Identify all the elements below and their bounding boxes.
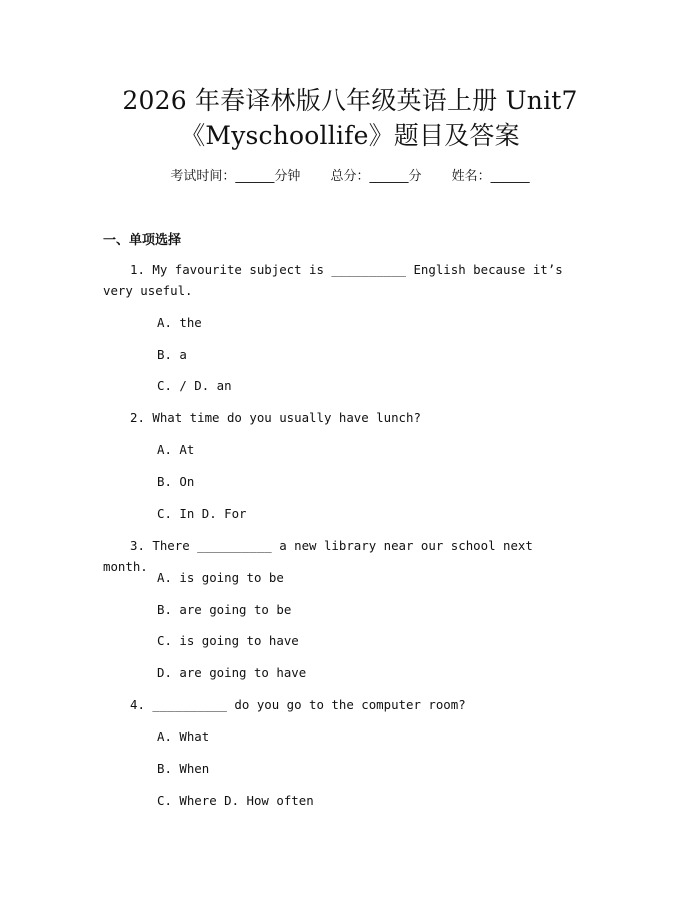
question-1-option-b: B. a (157, 347, 187, 362)
section-heading: 一、单项选择 (103, 233, 182, 248)
question-2-option-a: A. At (157, 442, 195, 457)
question-3-option-a: A. is going to be (157, 570, 284, 585)
question-1-option-a: A. the (157, 315, 202, 330)
question-2-option-b: B. On (157, 474, 195, 489)
page-title-line-2: 《Myschoollife》题目及答案 (180, 121, 520, 150)
question-4: 4. __________ do you go to the computer room? (130, 697, 466, 712)
page-title-line-1: 2026 年春译林版八年级英语上册 Unit7 (122, 86, 578, 115)
question-3-option-b: B. are going to be (157, 602, 292, 617)
question-4-option-c: C. Where D. How often (157, 793, 314, 808)
student-name-field: 姓名：______ (451, 169, 530, 184)
question-3-option-c: C. is going to have (157, 633, 299, 648)
question-2-option-c: C. In D. For (157, 506, 247, 521)
question-4-option-b: B. When (157, 761, 210, 776)
exam-meta (0, 168, 700, 186)
question-2: 2. What time do you usually have lunch? (130, 410, 421, 425)
question-1-option-c: C. / D. an (157, 378, 232, 393)
question-4-option-a: A. What (157, 729, 210, 744)
question-3-option-d: D. are going to have (157, 665, 307, 680)
question-1: 1. My favourite subject is __________ English because it’s very useful. (103, 262, 563, 298)
question-3: 3. There __________ a new library near our school next month. (103, 538, 533, 574)
exam-time-field: 考试时间：______分钟 (170, 169, 301, 184)
total-score-field: 总分：______分 (330, 169, 422, 184)
